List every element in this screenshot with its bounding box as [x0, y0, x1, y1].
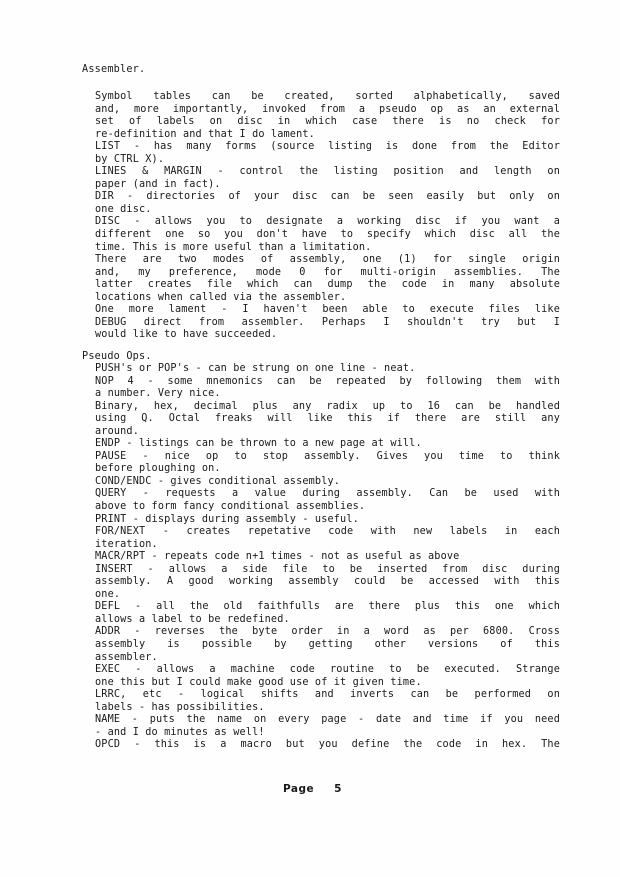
text-line: PRINT - displays during assembly - useful. — [95, 513, 359, 525]
text-line: latter creates file which can dump the code in many absolute — [95, 279, 560, 291]
text-line: set of labels on disc in which case there is no check for — [95, 116, 560, 128]
section-heading-assembler: Assembler. — [82, 64, 146, 75]
text-line: QUERY - requests a value during assembly. Can be used with — [95, 488, 560, 500]
text-line: INSERT - allows a side file to be inserted from disc during — [95, 563, 560, 575]
text-line: DIR - directories of your disc can be seen easily but only on — [95, 191, 560, 203]
text-line: one disc. — [95, 203, 152, 215]
text-line: paper (and in fact). — [95, 178, 221, 190]
text-line: DEBUG direct from assembler. Perhaps I shouldn't try but I — [95, 316, 560, 328]
text-line: - and I do minutes as well! — [95, 726, 265, 738]
text-line: DISC - allows you to designate a working disc if you want a — [95, 216, 560, 228]
text-line: using Q. Octal freaks will like this if there are still any — [95, 413, 560, 425]
text-line: re-definition and that I do lament. — [95, 128, 315, 140]
text-line: a number. Very nice. — [95, 388, 221, 400]
text-line: by CTRL X). — [95, 153, 165, 165]
text-line: locations when called via the assembler. — [95, 291, 347, 303]
text-line: NOP 4 - some mnemonics can be repeated by following them with — [95, 375, 560, 387]
text-line: time. This is more useful than a limitation. — [95, 241, 372, 253]
text-line: OPCD - this is a macro but you define the code in hex. The — [95, 739, 560, 751]
page-footer — [283, 783, 362, 795]
text-line: assembly. A good working assembly could be accessed with this — [95, 576, 560, 588]
text-line: above to form fancy conditional assemblies. — [95, 501, 366, 513]
text-line: EXEC - allows a machine code routine to be executed. Strange — [95, 664, 560, 676]
text-line: ADDR - reverses the byte order in a word as per 6800. Cross — [95, 626, 560, 638]
text-line: NAME - puts the name on every page - date and time if you need — [95, 714, 560, 726]
text-line: before ploughing on. — [95, 463, 221, 475]
page-number: 5 — [334, 783, 342, 795]
text-line: MACR/RPT - repeats code n+1 times - not as useful as above — [95, 551, 460, 563]
text-line: PUSH's or POP's - can be strung on one line - neat. — [95, 363, 416, 374]
text-line: labels - has possibilities. — [95, 701, 265, 713]
text-line: assembler. — [95, 651, 158, 663]
text-line: one this but I could make good use of it given time. — [95, 676, 422, 688]
text-line: allows a label to be redefined. — [95, 613, 290, 625]
text-line: assembly is possible by getting other versions of this — [95, 639, 560, 651]
text-line: FOR/NEXT - creates repetative code with new labels in each — [95, 526, 560, 538]
text-line: iteration. — [95, 538, 158, 550]
text-line: COND/ENDC - gives conditional assembly. — [95, 475, 341, 487]
text-line: different one so you don't have to specify which disc all the — [95, 229, 560, 241]
text-line: LIST - has many forms (source listing is done from the Editor — [95, 141, 560, 153]
text-line: and, more importantly, invoked from a pseudo op as an external — [95, 103, 560, 115]
text-line: DEFL - all the old faithfulls are there plus this one which — [95, 601, 560, 613]
section-body-pseudo-ops — [95, 363, 560, 752]
text-line: and, my preference, mode 0 for multi-origin assemblies. The — [95, 266, 560, 278]
page-label: Page — [283, 783, 315, 795]
text-line: One more lament - I haven't been able to execute files like — [95, 304, 560, 316]
text-line: PAUSE - nice op to stop assembly. Gives you time to think — [95, 450, 560, 462]
text-line: around. — [95, 425, 139, 437]
text-line: LRRC, etc - logical shifts and inverts can be performed on — [95, 689, 560, 701]
section-heading-pseudo-ops: Pseudo Ops. — [82, 351, 152, 362]
text-line: There are two modes of assembly, one (1) for single origin — [95, 254, 560, 266]
text-line: Symbol tables can be created, sorted alphabetically, saved — [95, 91, 560, 102]
text-line: LINES & MARGIN - control the listing position and length on — [95, 166, 560, 178]
text-line: one. — [95, 588, 121, 600]
text-line: Binary, hex, decimal plus any radix up to 16 can be handled — [95, 400, 560, 412]
text-line: ENDP - listings can be thrown to a new page at will. — [95, 438, 422, 450]
section-body-assembler — [95, 91, 560, 342]
text-line: would like to have succeeded. — [95, 329, 278, 341]
